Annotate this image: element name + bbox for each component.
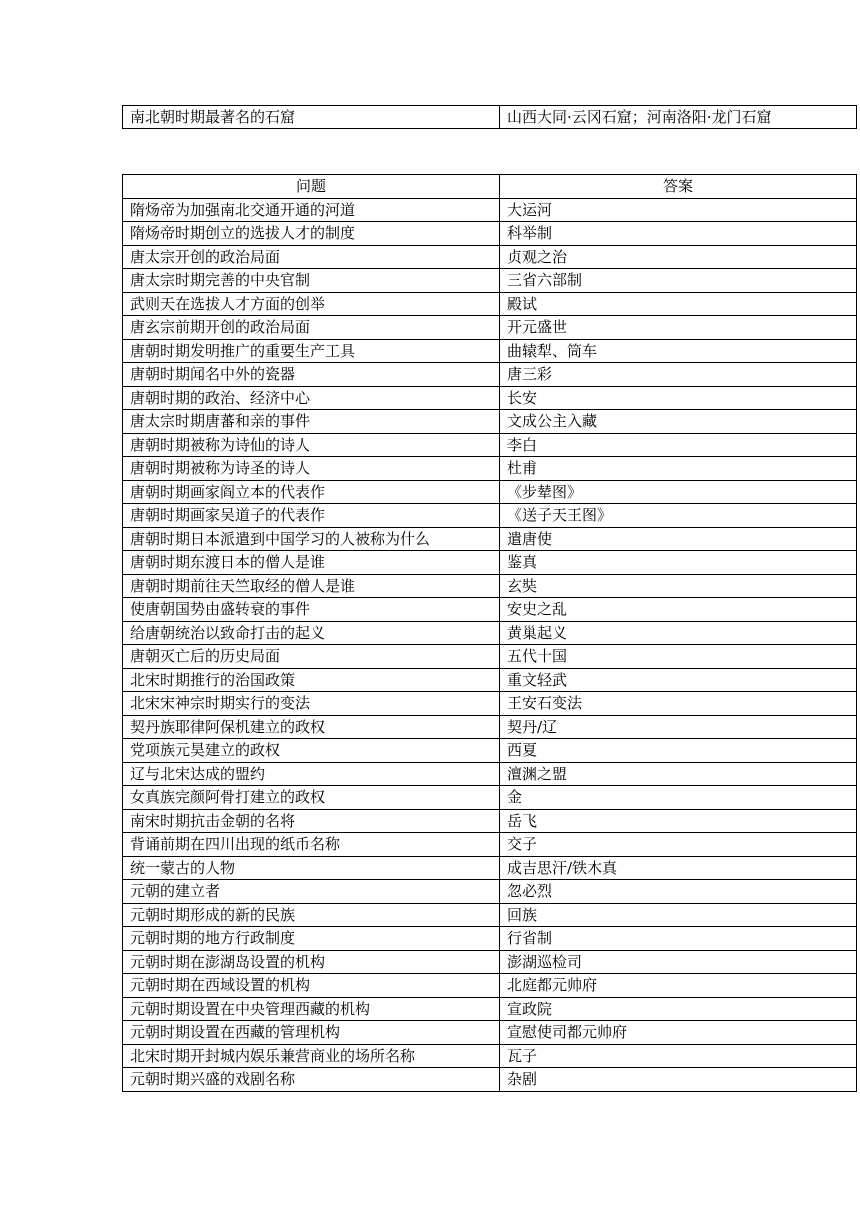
table-row — [123, 433, 857, 457]
question-cell: 唐太宗开创的政治局面 — [123, 245, 500, 269]
question-cell: 使唐朝国势由盛转衰的事件 — [123, 598, 500, 622]
qa-table — [122, 174, 857, 1092]
table-row — [123, 645, 857, 669]
table-row — [123, 245, 857, 269]
answer-cell: 大运河 — [500, 198, 857, 222]
question-cell: 元朝时期设置在中央管理西藏的机构 — [123, 997, 500, 1021]
table-row — [123, 809, 857, 833]
question-cell: 元朝时期在西域设置的机构 — [123, 974, 500, 998]
table-row — [123, 410, 857, 434]
table-row — [123, 715, 857, 739]
answer-cell: 山西大同·云冈石窟；河南洛阳·龙门石窟 — [500, 106, 857, 129]
answer-cell: 金 — [500, 786, 857, 810]
question-cell: 唐朝时期闻名中外的瓷器 — [123, 363, 500, 387]
answer-cell: 三省六部制 — [500, 269, 857, 293]
answer-cell: 安史之乱 — [500, 598, 857, 622]
answer-cell: 契丹/辽 — [500, 715, 857, 739]
table-row — [123, 997, 857, 1021]
question-cell: 契丹族耶律阿保机建立的政权 — [123, 715, 500, 739]
answer-cell: 玄奘 — [500, 574, 857, 598]
answer-cell: 鉴真 — [500, 551, 857, 575]
question-cell: 隋炀帝为加强南北交通开通的河道 — [123, 198, 500, 222]
answer-cell: 忽必烈 — [500, 880, 857, 904]
table-row — [123, 927, 857, 951]
answer-cell: 宣慰使司都元帅府 — [500, 1021, 857, 1045]
header-question: 问题 — [123, 175, 500, 199]
question-cell: 唐太宗时期唐蕃和亲的事件 — [123, 410, 500, 434]
table-row — [123, 504, 857, 528]
answer-cell: 文成公主入藏 — [500, 410, 857, 434]
question-cell: 党项族元昊建立的政权 — [123, 739, 500, 763]
table-row — [123, 363, 857, 387]
table-header-row — [123, 175, 857, 199]
answer-cell: 行省制 — [500, 927, 857, 951]
question-cell: 北宋宋神宗时期实行的变法 — [123, 692, 500, 716]
question-cell: 元朝时期形成的新的民族 — [123, 903, 500, 927]
table-row — [123, 574, 857, 598]
table-row — [123, 903, 857, 927]
table-row — [123, 480, 857, 504]
table-row — [123, 222, 857, 246]
answer-cell: 杂剧 — [500, 1068, 857, 1092]
answer-cell: 杜甫 — [500, 457, 857, 481]
question-cell: 北宋时期推行的治国政策 — [123, 668, 500, 692]
question-cell: 唐玄宗前期开创的政治局面 — [123, 316, 500, 340]
question-cell: 唐朝时期日本派遣到中国学习的人被称为什么 — [123, 527, 500, 551]
table-row — [123, 339, 857, 363]
answer-cell: 黄巢起义 — [500, 621, 857, 645]
question-cell: 元朝时期在澎湖岛设置的机构 — [123, 950, 500, 974]
table-row — [123, 856, 857, 880]
question-cell: 南宋时期抗击金朝的名将 — [123, 809, 500, 833]
question-cell: 唐朝时期的政治、经济中心 — [123, 386, 500, 410]
question-cell: 唐朝时期画家阎立本的代表作 — [123, 480, 500, 504]
table-row — [123, 598, 857, 622]
answer-cell: 《步辇图》 — [500, 480, 857, 504]
question-cell: 女真族完颜阿骨打建立的政权 — [123, 786, 500, 810]
table-row — [123, 762, 857, 786]
table-row — [123, 833, 857, 857]
answer-cell: 贞观之治 — [500, 245, 857, 269]
table-row — [123, 198, 857, 222]
answer-cell: 《送子天王图》 — [500, 504, 857, 528]
table-row — [123, 692, 857, 716]
table-row — [123, 269, 857, 293]
question-cell: 武则天在选拔人才方面的创举 — [123, 292, 500, 316]
table-row — [123, 1068, 857, 1092]
table-row — [123, 739, 857, 763]
answer-cell: 宣政院 — [500, 997, 857, 1021]
table-row — [123, 386, 857, 410]
question-cell: 给唐朝统治以致命打击的起义 — [123, 621, 500, 645]
table-row — [123, 527, 857, 551]
table-row — [123, 551, 857, 575]
question-cell: 唐朝灭亡后的历史局面 — [123, 645, 500, 669]
answer-cell: 开元盛世 — [500, 316, 857, 340]
table-row — [123, 786, 857, 810]
answer-cell: 岳飞 — [500, 809, 857, 833]
question-cell: 隋炀帝时期创立的选拔人才的制度 — [123, 222, 500, 246]
table-row — [123, 457, 857, 481]
table-row — [123, 621, 857, 645]
answer-cell: 西夏 — [500, 739, 857, 763]
answer-cell: 长安 — [500, 386, 857, 410]
answer-cell: 澶渊之盟 — [500, 762, 857, 786]
question-cell: 元朝的建立者 — [123, 880, 500, 904]
table-row — [123, 1044, 857, 1068]
question-cell: 元朝时期兴盛的戏剧名称 — [123, 1068, 500, 1092]
question-cell: 唐朝时期前往天竺取经的僧人是谁 — [123, 574, 500, 598]
question-cell: 背诵前期在四川出现的纸币名称 — [123, 833, 500, 857]
table-row — [123, 292, 857, 316]
question-cell: 唐朝时期画家吴道子的代表作 — [123, 504, 500, 528]
question-cell: 统一蒙古的人物 — [123, 856, 500, 880]
question-cell: 唐太宗时期完善的中央官制 — [123, 269, 500, 293]
table-row — [123, 106, 857, 129]
question-cell: 元朝时期的地方行政制度 — [123, 927, 500, 951]
answer-cell: 回族 — [500, 903, 857, 927]
answer-cell: 遣唐使 — [500, 527, 857, 551]
answer-cell: 成吉思汗/铁木真 — [500, 856, 857, 880]
question-cell: 北宋时期开封城内娱乐兼营商业的场所名称 — [123, 1044, 500, 1068]
continuation-table — [122, 105, 857, 129]
question-cell: 辽与北宋达成的盟约 — [123, 762, 500, 786]
table-row — [123, 1021, 857, 1045]
answer-cell: 重文轻武 — [500, 668, 857, 692]
question-cell: 唐朝时期被称为诗圣的诗人 — [123, 457, 500, 481]
table-row — [123, 950, 857, 974]
answer-cell: 唐三彩 — [500, 363, 857, 387]
question-cell: 元朝时期设置在西藏的管理机构 — [123, 1021, 500, 1045]
question-cell: 唐朝时期发明推广的重要生产工具 — [123, 339, 500, 363]
question-cell: 唐朝时期被称为诗仙的诗人 — [123, 433, 500, 457]
question-cell: 南北朝时期最著名的石窟 — [123, 106, 500, 129]
answer-cell: 李白 — [500, 433, 857, 457]
answer-cell: 曲辕犁、筒车 — [500, 339, 857, 363]
answer-cell: 五代十国 — [500, 645, 857, 669]
table-row — [123, 880, 857, 904]
answer-cell: 交子 — [500, 833, 857, 857]
answer-cell: 瓦子 — [500, 1044, 857, 1068]
question-cell: 唐朝时期东渡日本的僧人是谁 — [123, 551, 500, 575]
table-row — [123, 974, 857, 998]
answer-cell: 北庭都元帅府 — [500, 974, 857, 998]
table-row — [123, 668, 857, 692]
table-row — [123, 316, 857, 340]
answer-cell: 科举制 — [500, 222, 857, 246]
answer-cell: 殿试 — [500, 292, 857, 316]
answer-cell: 澎湖巡检司 — [500, 950, 857, 974]
header-answer: 答案 — [500, 175, 857, 199]
answer-cell: 王安石变法 — [500, 692, 857, 716]
